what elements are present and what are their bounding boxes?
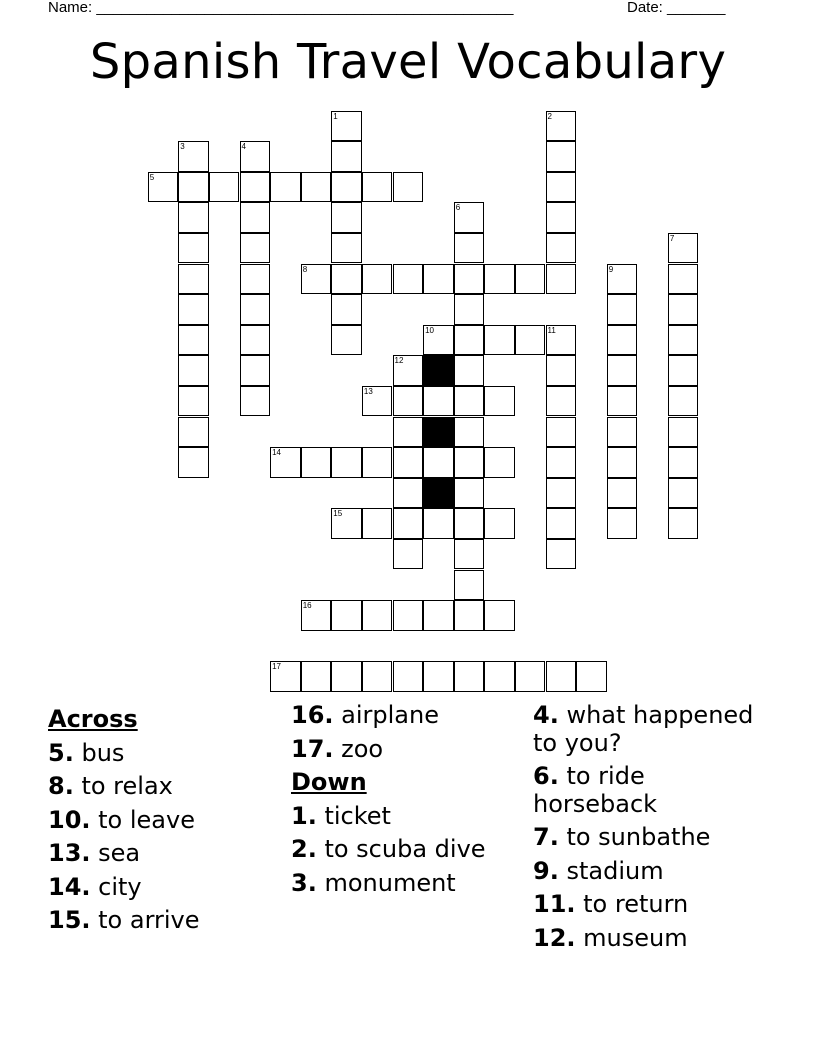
grid-cell[interactable] <box>270 172 301 203</box>
grid-cell[interactable] <box>393 600 424 631</box>
grid-cell[interactable] <box>423 386 454 417</box>
grid-cell[interactable] <box>423 600 454 631</box>
clue-item-text: to sunbathe <box>558 823 711 851</box>
grid-cell[interactable] <box>484 661 515 692</box>
clue-number: 3 <box>180 142 185 152</box>
clue-number: 16 <box>302 601 312 611</box>
clue-number: 6 <box>455 203 461 213</box>
clue-item-number: 14. <box>48 872 91 901</box>
grid-cell[interactable] <box>301 447 332 478</box>
grid-cell[interactable] <box>454 264 485 295</box>
clue-item <box>533 824 769 852</box>
clue-item-text: bus <box>73 738 125 767</box>
grid-cell[interactable] <box>607 417 638 448</box>
clue-item-text: museum <box>575 923 688 952</box>
clue-column-1 <box>48 702 284 941</box>
grid-cell[interactable] <box>393 539 424 570</box>
grid-cell[interactable] <box>546 111 577 142</box>
grid-cell[interactable] <box>393 355 424 386</box>
grid-cell[interactable] <box>423 447 454 478</box>
grid-cell[interactable] <box>484 264 515 295</box>
grid-block <box>423 417 454 448</box>
clue-item-number: 3. <box>291 868 317 897</box>
clue-number: 12 <box>394 356 404 366</box>
grid-cell[interactable] <box>178 233 209 264</box>
clue-number: 13 <box>363 386 373 396</box>
clue-item <box>533 763 769 818</box>
grid-cell[interactable] <box>607 264 638 295</box>
across-heading: Across <box>48 705 138 733</box>
grid-cell[interactable] <box>546 233 577 264</box>
grid-cell[interactable] <box>270 447 301 478</box>
clue-item-text: to leave <box>90 805 195 834</box>
grid-cell[interactable] <box>454 478 485 509</box>
grid-cell[interactable] <box>209 172 240 203</box>
grid-cell[interactable] <box>668 325 699 356</box>
clue-item-text: what happened to you? <box>533 701 754 757</box>
grid-cell[interactable] <box>454 355 485 386</box>
grid-cell[interactable] <box>148 172 179 203</box>
grid-cell[interactable] <box>178 294 209 325</box>
grid-cell[interactable] <box>393 417 424 448</box>
clue-item-number: 2. <box>291 835 317 863</box>
grid-cell[interactable] <box>607 355 638 386</box>
clue-number: 1 <box>333 111 338 121</box>
grid-cell[interactable] <box>607 294 638 325</box>
clue-item-number: 11. <box>533 890 576 918</box>
name-blank[interactable]: __________________________________________________ <box>96 0 514 16</box>
grid-cell[interactable] <box>484 508 515 539</box>
grid-cell[interactable] <box>423 508 454 539</box>
clue-item <box>533 702 769 757</box>
grid-cell[interactable] <box>454 539 485 570</box>
grid-cell[interactable] <box>178 447 209 478</box>
grid-cell[interactable] <box>301 264 332 295</box>
grid-cell[interactable] <box>240 172 271 203</box>
grid-cell[interactable] <box>423 661 454 692</box>
grid-cell[interactable] <box>607 447 638 478</box>
grid-cell[interactable] <box>546 386 577 417</box>
clue-item <box>48 907 284 935</box>
clue-item-number: 1. <box>291 801 317 830</box>
grid-cell[interactable] <box>454 325 485 356</box>
clue-item-number: 9. <box>533 856 559 885</box>
grid-cell[interactable] <box>301 600 332 631</box>
grid-cell[interactable] <box>454 294 485 325</box>
clue-number: 7 <box>669 233 675 243</box>
clue-item <box>533 925 769 953</box>
grid-cell[interactable] <box>331 600 362 631</box>
grid-cell[interactable] <box>331 172 362 203</box>
grid-cell[interactable] <box>393 447 424 478</box>
grid-cell[interactable] <box>393 264 424 295</box>
grid-cell[interactable] <box>393 386 424 417</box>
grid-cell[interactable] <box>393 508 424 539</box>
grid-cell[interactable] <box>362 386 393 417</box>
clue-item-number: 17. <box>291 734 334 763</box>
grid-cell[interactable] <box>484 447 515 478</box>
grid-cell[interactable] <box>393 172 424 203</box>
grid-cell[interactable] <box>178 386 209 417</box>
clue-item-text: to relax <box>73 772 173 800</box>
clue-item-number: 10. <box>48 805 91 834</box>
clue-item <box>291 736 527 764</box>
clue-item-number: 15. <box>48 906 91 934</box>
date-blank[interactable]: _______ <box>667 0 726 16</box>
grid-cell[interactable] <box>668 264 699 295</box>
grid-cell[interactable] <box>331 202 362 233</box>
grid-cell[interactable] <box>484 325 515 356</box>
clue-item-text: stadium <box>558 856 664 885</box>
clue-item-number: 7. <box>533 823 559 851</box>
grid-cell[interactable] <box>576 661 607 692</box>
clue-column-2 <box>291 702 527 903</box>
grid-cell[interactable] <box>546 202 577 233</box>
grid-cell[interactable] <box>668 447 699 478</box>
clue-column-3 <box>533 702 769 958</box>
grid-cell[interactable] <box>178 202 209 233</box>
clue-item <box>48 840 284 868</box>
date-label: Date: <box>627 0 663 16</box>
grid-cell[interactable] <box>484 600 515 631</box>
grid-cell[interactable] <box>301 172 332 203</box>
grid-cell[interactable] <box>546 325 577 356</box>
grid-cell[interactable] <box>607 325 638 356</box>
grid-cell[interactable] <box>240 294 271 325</box>
grid-cell[interactable] <box>454 661 485 692</box>
grid-cell[interactable] <box>178 325 209 356</box>
grid-cell[interactable] <box>331 141 362 172</box>
grid-cell[interactable] <box>668 386 699 417</box>
grid-cell[interactable] <box>546 539 577 570</box>
grid-cell[interactable] <box>362 264 393 295</box>
grid-cell[interactable] <box>270 661 301 692</box>
grid-cell[interactable] <box>515 264 546 295</box>
clue-item <box>48 773 284 801</box>
grid-cell[interactable] <box>240 325 271 356</box>
grid-cell[interactable] <box>668 233 699 264</box>
grid-cell[interactable] <box>178 355 209 386</box>
clue-item-number: 4. <box>533 701 559 729</box>
grid-cell[interactable] <box>240 141 271 172</box>
clue-item <box>291 702 527 730</box>
grid-cell[interactable] <box>178 141 209 172</box>
grid-cell[interactable] <box>301 661 332 692</box>
grid-cell[interactable] <box>178 417 209 448</box>
grid-cell[interactable] <box>331 111 362 142</box>
grid-cell[interactable] <box>454 233 485 264</box>
grid-cell[interactable] <box>178 264 209 295</box>
clue-item <box>48 740 284 768</box>
grid-cell[interactable] <box>454 202 485 233</box>
clue-number: 9 <box>608 264 614 274</box>
grid-cell[interactable] <box>362 600 393 631</box>
clue-item-number: 12. <box>533 923 576 952</box>
clue-item-number: 16. <box>291 701 334 729</box>
grid-cell[interactable] <box>331 508 362 539</box>
grid-cell[interactable] <box>331 233 362 264</box>
grid-cell[interactable] <box>393 661 424 692</box>
grid-cell[interactable] <box>668 355 699 386</box>
grid-cell[interactable] <box>362 508 393 539</box>
grid-cell[interactable] <box>454 447 485 478</box>
grid-cell[interactable] <box>240 202 271 233</box>
grid-cell[interactable] <box>454 508 485 539</box>
clue-item <box>291 870 527 898</box>
grid-cell[interactable] <box>546 141 577 172</box>
clue-item <box>291 836 527 864</box>
grid-cell[interactable] <box>362 447 393 478</box>
grid-cell[interactable] <box>607 478 638 509</box>
clue-item-text: to ride horseback <box>533 762 658 818</box>
grid-cell[interactable] <box>423 264 454 295</box>
grid-cell[interactable] <box>331 447 362 478</box>
clue-number: 11 <box>547 325 556 335</box>
clue-number: 10 <box>425 325 434 335</box>
grid-cell[interactable] <box>546 417 577 448</box>
grid-cell[interactable] <box>546 508 577 539</box>
grid-cell[interactable] <box>454 600 485 631</box>
clue-item-text: airplane <box>333 701 439 729</box>
grid-cell[interactable] <box>484 386 515 417</box>
clue-item <box>48 874 284 902</box>
grid-cell[interactable] <box>546 661 577 692</box>
clue-number: 15 <box>333 509 343 519</box>
grid-cell[interactable] <box>393 478 424 509</box>
clue-item-text: to scuba dive <box>316 835 486 863</box>
clue-item <box>291 803 527 831</box>
grid-cell[interactable] <box>362 661 393 692</box>
clue-item-text: monument <box>316 868 456 897</box>
grid-cell[interactable] <box>668 294 699 325</box>
clue-number: 2 <box>547 111 552 121</box>
clue-item-text: city <box>90 872 142 901</box>
grid-cell[interactable] <box>178 172 209 203</box>
clue-item-text: ticket <box>316 801 391 830</box>
clue-item <box>533 891 769 919</box>
grid-cell[interactable] <box>668 478 699 509</box>
page-title: Spanish Travel Vocabulary <box>89 34 727 90</box>
clue-item-text: to return <box>575 890 689 918</box>
grid-cell[interactable] <box>331 264 362 295</box>
grid-cell[interactable] <box>546 447 577 478</box>
clue-item-text: sea <box>90 839 141 867</box>
clue-number: 4 <box>241 142 246 152</box>
clue-item <box>533 858 769 886</box>
grid-cell[interactable] <box>515 661 546 692</box>
grid-block <box>423 478 454 509</box>
clue-item <box>48 807 284 835</box>
grid-cell[interactable] <box>240 233 271 264</box>
grid-cell[interactable] <box>331 294 362 325</box>
grid-cell[interactable] <box>454 570 485 601</box>
grid-cell[interactable] <box>331 661 362 692</box>
name-label: Name: <box>48 0 93 16</box>
grid-block <box>423 355 454 386</box>
down-heading: Down <box>291 768 367 796</box>
clue-item-text: zoo <box>333 734 384 763</box>
grid-cell[interactable] <box>546 355 577 386</box>
grid-cell[interactable] <box>240 355 271 386</box>
clue-number: 17 <box>272 662 281 672</box>
grid-cell[interactable] <box>546 478 577 509</box>
grid-cell[interactable] <box>607 386 638 417</box>
grid-cell[interactable] <box>668 508 699 539</box>
clue-item-number: 5. <box>48 738 74 767</box>
grid-cell[interactable] <box>240 386 271 417</box>
clue-item-number: 6. <box>533 762 559 790</box>
grid-cell[interactable] <box>331 325 362 356</box>
clue-item-text: to arrive <box>90 906 200 934</box>
grid-cell[interactable] <box>423 325 454 356</box>
clue-item-number: 8. <box>48 772 74 800</box>
grid-cell[interactable] <box>362 172 393 203</box>
grid-cell[interactable] <box>546 172 577 203</box>
clue-number: 5 <box>149 172 155 182</box>
grid-cell[interactable] <box>607 508 638 539</box>
grid-cell[interactable] <box>454 386 485 417</box>
grid-cell[interactable] <box>668 417 699 448</box>
clue-number: 8 <box>302 264 308 274</box>
clue-number: 14 <box>272 448 281 458</box>
grid-cell[interactable] <box>546 264 577 295</box>
clue-item-number: 13. <box>48 839 91 867</box>
grid-cell[interactable] <box>515 325 546 356</box>
grid-cell[interactable] <box>454 417 485 448</box>
grid-cell[interactable] <box>240 264 271 295</box>
